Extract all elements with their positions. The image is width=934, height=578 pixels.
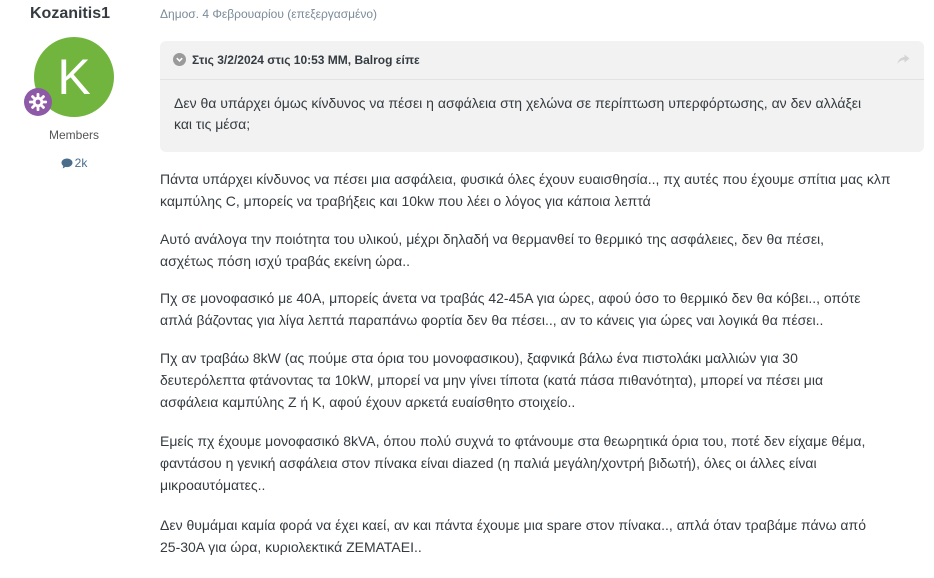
post-date[interactable]: Δημοσ. 4 Φεβρουαρίου (επεξεργασμένο) [160,7,378,21]
comment-icon [61,158,73,169]
paragraph-line: ασφάλεια καμπύλης Ζ ή Κ, αφού έχουν αρκετά ευαίσθητο στοιχείο.. [160,394,576,410]
quote-line: Δεν θα υπάρχει όμως κίνδυνος να πέσει η ασφάλεια στη χελώνα σε περίπτωση υπερφόρτωσης, αν δεν αλλάξει [174,95,862,111]
chevron-down-icon[interactable] [173,53,186,66]
quote-text [174,93,904,135]
paragraph-line: δευτερόλεπτα φτάνοντας τα 10kW, μπορεί να μην γίνει τίποτα (κατά πάσα πιθανότητα), μπορεί να πέσει μια [160,372,824,388]
paragraph-line: Αυτό ανάλογα την ποιότητα του υλικού, μέχρι δηλαδή να θερμανθεί το θερμικό της ασφάλειες, δεν θα πέσει, [160,231,825,247]
author-panel [0,0,148,578]
paragraph-line: Δεν θυμάμαι καμία φορά να έχει καεί, αν και πάντα έχουμε μια spare στον πίνακα.., απλά όταν τραβάμε πάνω από [160,517,866,533]
post-paragraph [160,430,924,496]
paragraph-line: ασχέτως πόση ισχύ τραβάς εκείνη ώρα.. [160,253,411,269]
post-count-value: 2k [74,156,88,170]
paragraph-line: Πχ αν τραβάω 8kW (ας πούμε στα όρια του μονοφασικου), ξαφνικά βάλω ένα πιστολάκι μαλλιών για 30 [160,350,798,366]
paragraph-line: μικροαυτόματες.. [160,477,266,493]
author-name[interactable]: Kozanitis1 [29,5,110,22]
paragraph-line: φαντάσου η γενική ασφάλεια στον πίνακα είναι diazed (η παλιά μεγάλη/χοντρή βιδωτή), όλες οι άλλες είναι [160,455,817,471]
post-paragraph [160,347,924,413]
post-paragraph [160,514,924,558]
member-group: Members [48,128,99,142]
paragraph-line: Εμείς πχ έχουμε μονοφασικό 8kVA, όπου πολύ συχνά το φτάνουμε στα θεωρητικά όρια του, ποτέ δεν είχαμε θέμα, [160,433,866,449]
paragraph-line: 25-30Α για ώρα, κυριολεκτικά ΖΕΜΑΤΑΕΙ.. [160,539,422,555]
rank-badge-icon [23,87,53,117]
post-paragraph [160,168,924,212]
paragraph-line: καμπύλης C, μπορείς να τραβήξεις και 10kw που λέει ο λόγος για κάποια λεπτά [160,193,651,209]
quote-citation-text: Στις 3/2/2024 στις 10:53 ΜΜ, Balrog είπε [192,53,420,67]
post-count [0,156,148,170]
quote-block [160,41,924,152]
paragraph-line: απλά βάζοντας για λίγα λεπτά παραπάνω φορτία δεν θα πέσει.., αν το κάνεις για ώρες ναι λογικά θα πέσει.. [160,312,824,328]
quote-citation[interactable] [173,53,420,67]
quote-divider [160,79,924,80]
post-paragraph [160,228,924,272]
share-icon[interactable] [897,54,910,65]
paragraph-line: Πχ σε μονοφασικό με 40Α, μπορείς άνετα να τραβάς 42-45Α για ώρες, αφού όσο το θερμικό δεν θα κόβει.., οπότε [160,290,861,306]
quote-line: και τις μέσα; [174,116,251,132]
avatar[interactable]: K [34,37,114,117]
paragraph-line: Πάντα υπάρχει κίνδυνος να πέσει μια ασφάλεια, φυσικά όλες έχουν ευαισθησία.., πχ αυτές που έχουμε σπίτια μας κλπ [160,171,891,187]
post-paragraph [160,287,924,331]
